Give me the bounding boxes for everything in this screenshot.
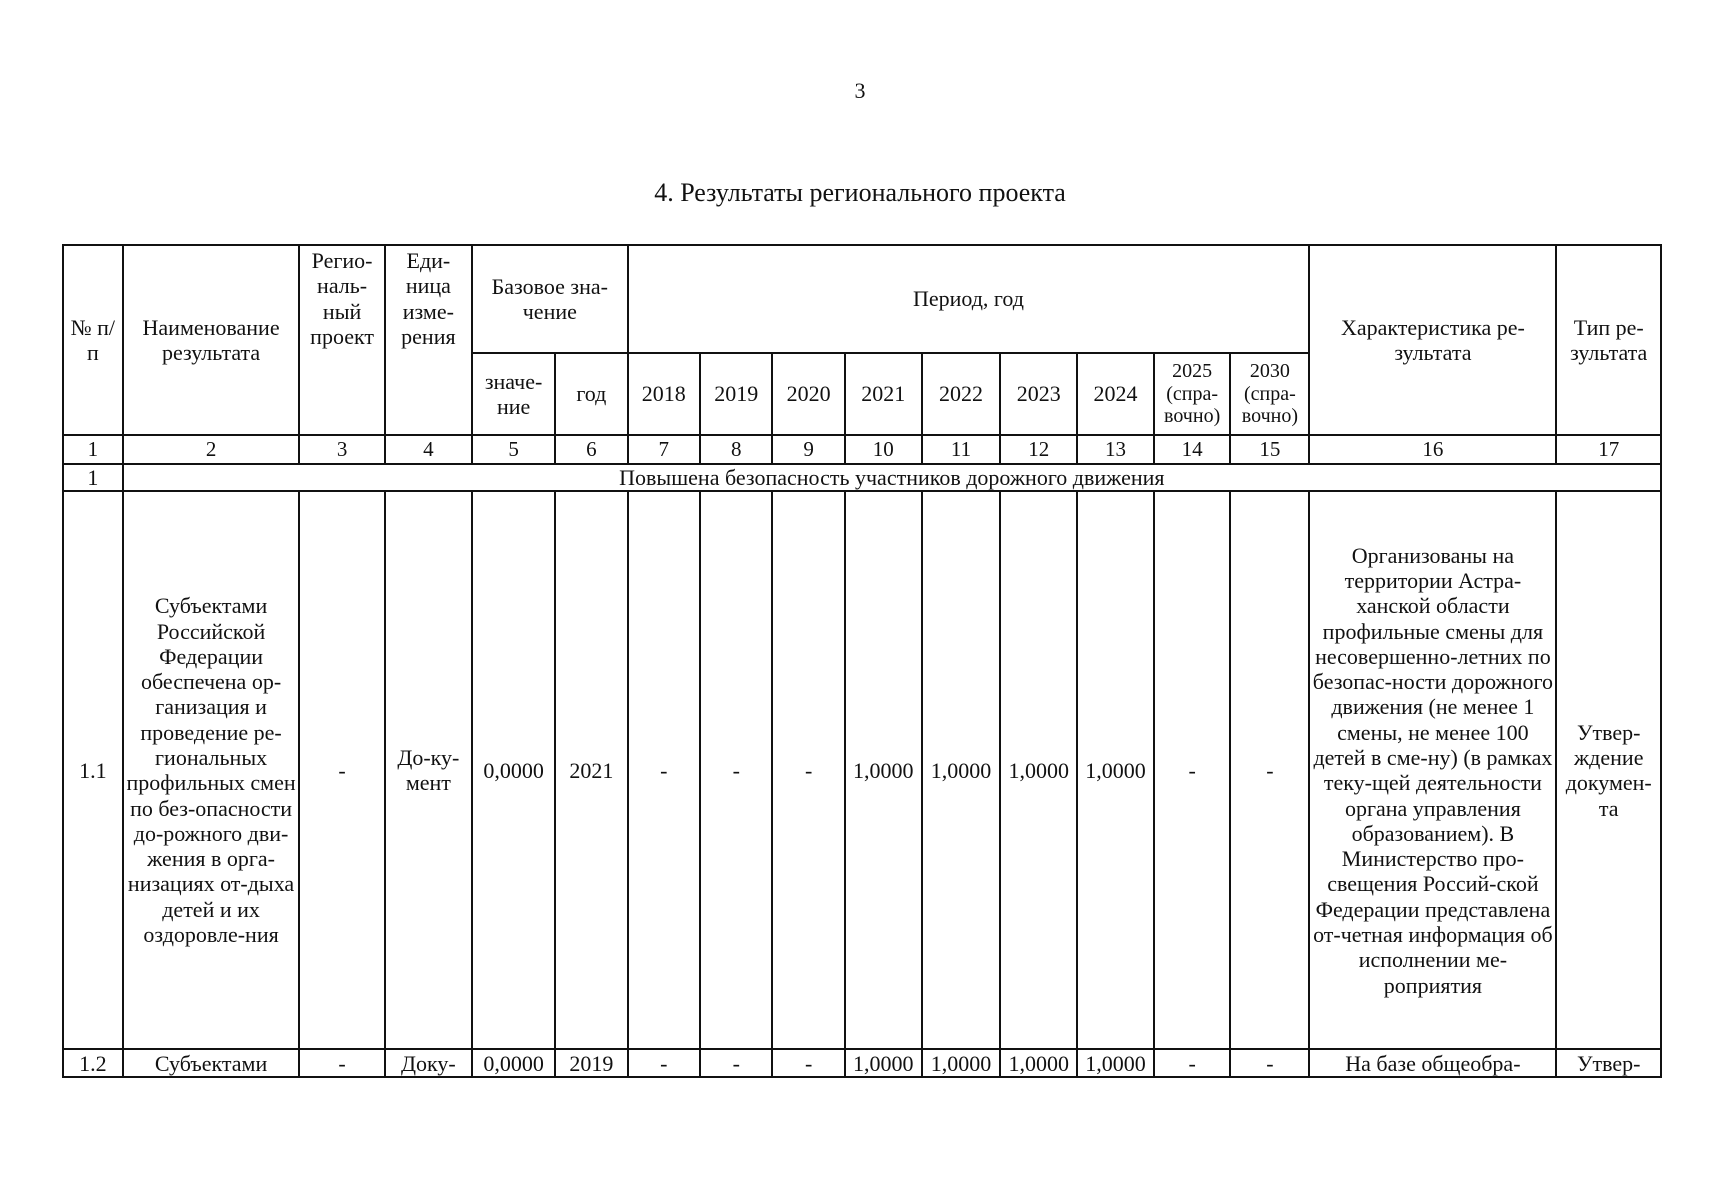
base-year-cell: 2019 (555, 1049, 627, 1077)
header-year-2022: 2022 (922, 353, 1001, 435)
header-year-2024: 2024 (1077, 353, 1154, 435)
value-2022-cell: 1,0000 (922, 1049, 1001, 1077)
page-number: 3 (854, 78, 866, 103)
value-2020-cell: - (772, 1049, 844, 1077)
column-number-row (63, 435, 1661, 464)
column-number: 4 (385, 435, 472, 464)
value-2019-cell: - (700, 1049, 772, 1077)
column-number: 12 (1000, 435, 1077, 464)
header-year-2030: 2030 (спра-вочно) (1230, 353, 1309, 435)
header-unit: Еди-ница изме-рения (385, 245, 472, 435)
column-number: 1 (63, 435, 123, 464)
unit-cell: Доку- (385, 1049, 472, 1077)
column-number: 15 (1230, 435, 1309, 464)
regional-project-cell: - (299, 1049, 384, 1077)
row-number: 1.1 (63, 491, 123, 1049)
base-value-cell: 0,0000 (472, 491, 555, 1049)
column-number: 14 (1154, 435, 1231, 464)
column-number: 9 (772, 435, 844, 464)
row-number: 1.2 (63, 1049, 123, 1077)
column-number: 2 (123, 435, 300, 464)
column-number: 17 (1556, 435, 1661, 464)
regional-project-cell: - (299, 491, 384, 1049)
header-regional-project: Регио-наль-ный проект (299, 245, 384, 435)
header-year-2021: 2021 (845, 353, 922, 435)
header-characteristic: Характеристика ре-зультата (1309, 245, 1556, 435)
header-year-2023: 2023 (1000, 353, 1077, 435)
value-2025-cell: - (1154, 491, 1231, 1049)
section-row (63, 464, 1661, 491)
results-table (62, 244, 1662, 1078)
value-2022-cell: 1,0000 (922, 491, 1001, 1049)
column-number: 7 (628, 435, 700, 464)
unit-cell: До-ку-мент (385, 491, 472, 1049)
column-number: 10 (845, 435, 922, 464)
result-type-cell: Утвер- (1556, 1049, 1661, 1077)
section-heading: Повышена безопасность участников дорожного движения (123, 464, 1661, 491)
base-value-cell: 0,0000 (472, 1049, 555, 1077)
header-base-value-year: год (555, 353, 627, 435)
value-2021-cell: 1,0000 (845, 1049, 922, 1077)
table-row (63, 1049, 1661, 1077)
column-number: 8 (700, 435, 772, 464)
header-row-top (63, 245, 1661, 353)
header-result-type: Тип ре-зультата (1556, 245, 1661, 435)
header-year-2020: 2020 (772, 353, 844, 435)
value-2023-cell: 1,0000 (1000, 1049, 1077, 1077)
column-number: 13 (1077, 435, 1154, 464)
header-year-2018: 2018 (628, 353, 700, 435)
result-name-cell: Субъектами (123, 1049, 300, 1077)
header-num: № п/п (63, 245, 123, 435)
characteristic-cell: Организованы на территории Астра-ханской области профильные смены для несовершенно-летних по безопас-ности дорожного движения (не менее 1 смены, не менее 100 детей в сме-ну) (в рамках теку-щей деятельности органа управления образованием). В Министерство про-свещения Россий-ской Федерации представлена от-четная информация об исполнении ме-роприятия (1309, 491, 1556, 1049)
value-2023-cell: 1,0000 (1000, 491, 1077, 1049)
section-number: 1 (63, 464, 123, 491)
value-2018-cell: - (628, 491, 700, 1049)
value-2024-cell: 1,0000 (1077, 491, 1154, 1049)
value-2024-cell: 1,0000 (1077, 1049, 1154, 1077)
header-base-value-value: значе-ние (472, 353, 555, 435)
value-2030-cell: - (1230, 1049, 1309, 1077)
column-number: 16 (1309, 435, 1556, 464)
column-number: 3 (299, 435, 384, 464)
table-row (63, 491, 1661, 1049)
header-period: Период, год (628, 245, 1310, 353)
value-2018-cell: - (628, 1049, 700, 1077)
value-2020-cell: - (772, 491, 844, 1049)
section-title: 4. Результаты регионального проекта (654, 178, 1066, 207)
column-number: 5 (472, 435, 555, 464)
header-year-2019: 2019 (700, 353, 772, 435)
characteristic-cell: На базе общеобра- (1309, 1049, 1556, 1077)
value-2025-cell: - (1154, 1049, 1231, 1077)
value-2030-cell: - (1230, 491, 1309, 1049)
column-number: 11 (922, 435, 1001, 464)
result-type-cell: Утвер-ждение докумен-та (1556, 491, 1661, 1049)
value-2019-cell: - (700, 491, 772, 1049)
header-year-2025: 2025 (спра-вочно) (1154, 353, 1231, 435)
header-base-value: Базовое зна-чение (472, 245, 628, 353)
header-name: Наименование результата (123, 245, 300, 435)
value-2021-cell: 1,0000 (845, 491, 922, 1049)
base-year-cell: 2021 (555, 491, 627, 1049)
result-name-cell: Субъектами Российской Федерации обеспечена ор-ганизация и проведение ре-гиональных профильных смен по без-опасности до-рожного дви-жения в орга-низациях от-дыха детей и их оздоровле-ния (123, 491, 300, 1049)
column-number: 6 (555, 435, 627, 464)
